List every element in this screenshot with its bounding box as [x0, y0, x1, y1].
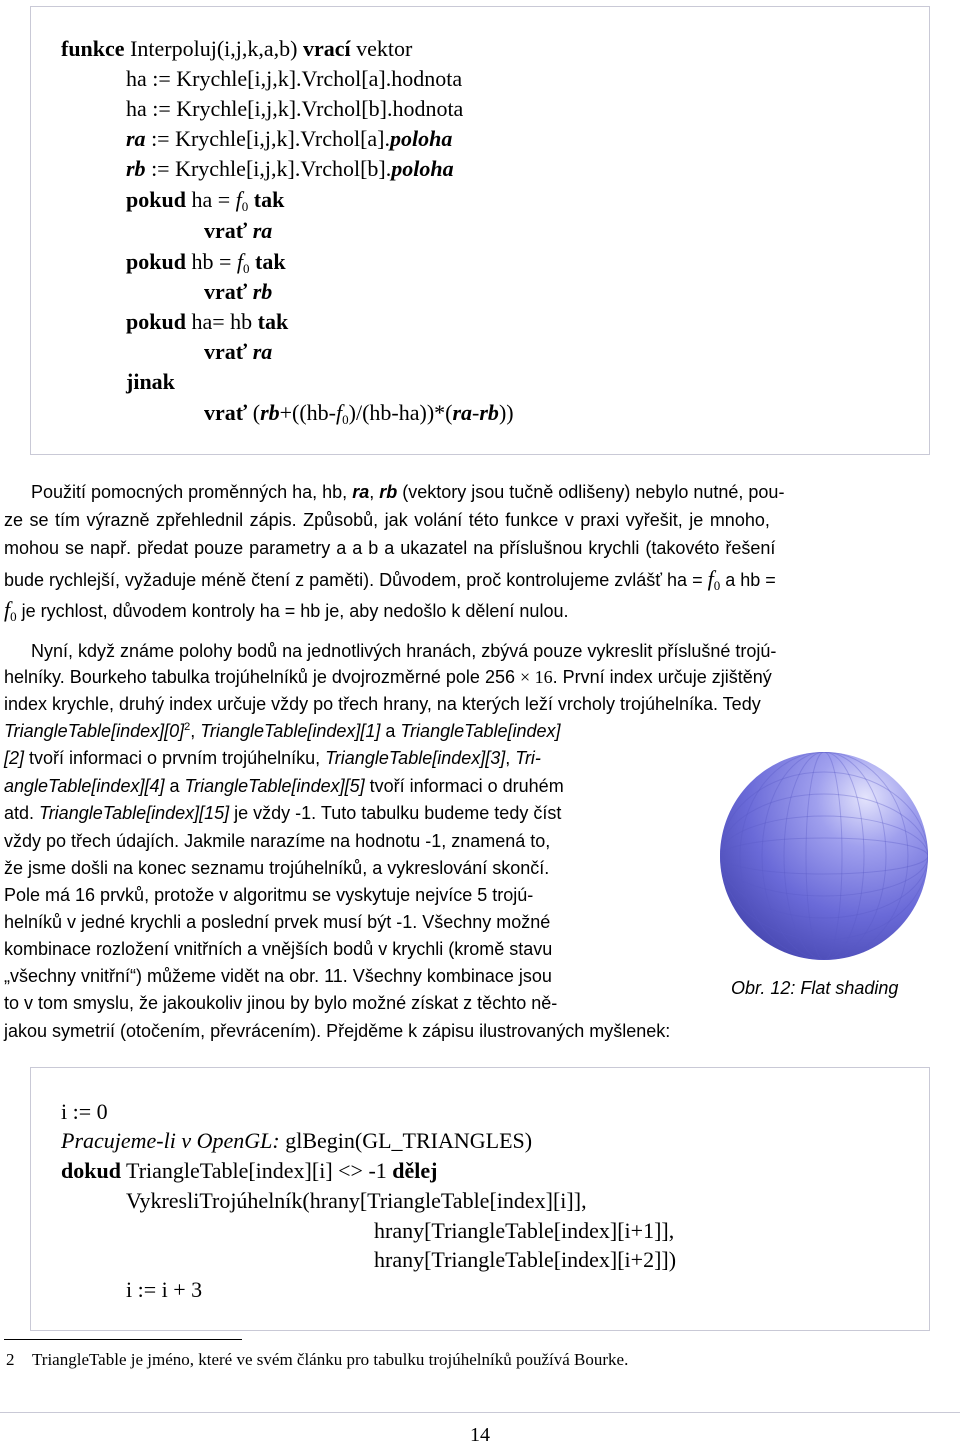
paragraph-line — [4, 748, 541, 769]
code-text: := Krychle[i,j,k].Vrchol[b]. — [145, 156, 392, 181]
math-f: f — [236, 249, 243, 274]
var-name: rb — [479, 400, 499, 425]
math-f: f — [336, 400, 343, 425]
footnote-ref: 2 — [184, 721, 191, 733]
math-f: f — [4, 597, 11, 622]
code-line — [61, 1128, 532, 1154]
field-name: poloha — [390, 126, 453, 151]
var-name: rb — [126, 156, 146, 181]
footnote-number: 2 — [6, 1350, 15, 1369]
paragraph-line: vždy po třech údajích. Jakmile narazíme na hodnotu -1, znamená to, — [4, 831, 551, 851]
keyword: tak — [255, 249, 286, 274]
keyword: funkce — [61, 36, 125, 61]
paragraph-line: ze se tím výrazně zpřehlednil zápis. Způsobů, jak volání této funkce v praxi vyřešit, je mnoho, — [4, 510, 770, 530]
keyword: dokud — [61, 1158, 121, 1183]
code-ref: Tri- — [515, 748, 541, 768]
paragraph-line — [31, 482, 784, 503]
math-subscript: 0 — [241, 199, 249, 214]
paragraph-line — [4, 803, 561, 824]
code-ref: [2] — [4, 748, 25, 768]
code-text: +((hb- — [279, 400, 337, 425]
math-subscript: 0 — [243, 261, 250, 276]
code-comment: Pracujeme-li v OpenGL: — [61, 1128, 280, 1153]
footnote-separator — [4, 1339, 242, 1340]
code-line — [204, 218, 272, 244]
keyword: pokud — [126, 309, 186, 334]
paragraph-line: „všechny vnitřní“) můžeme vidět na obr. 11. Všechny kombinace jsou — [4, 966, 552, 986]
code-text: vektor — [350, 36, 413, 61]
paragraph-line: kombinace rozložení vnitřních a vnějších bodů v krychli (kromě stavu — [4, 939, 553, 959]
code-line: i := 0 — [61, 1099, 108, 1124]
math-f: f — [235, 187, 242, 212]
code-line: ha := Krychle[i,j,k].Vrchol[a].hodnota — [126, 66, 463, 91]
keyword: dělej — [392, 1158, 438, 1183]
text: atd. — [4, 803, 40, 823]
code-line — [126, 249, 286, 277]
keyword: tak — [253, 187, 285, 212]
code-line: VykresliTrojúhelník(hrany[TriangleTable[index][i]], — [126, 1188, 587, 1213]
code-text: hb = — [185, 249, 237, 274]
footnote-text: TriangleTable je jméno, které ve svém článku pro tabulku trojúhelníků používá Bourke. — [32, 1350, 629, 1369]
keyword: pokud — [126, 187, 186, 212]
keyword: vrať — [204, 400, 248, 425]
code-line: hrany[TriangleTable[index][i+1]], — [374, 1218, 675, 1243]
math-subscript: 0 — [342, 412, 349, 427]
text: helníky. Bourkeho tabulka trojúhelníků je dvojrozměrné pole 256 — [4, 667, 520, 687]
paragraph-line: mohou se např. předat pouze parametry a a b a ukazatel na příslušnou krychli (takovéto řešení — [4, 538, 776, 558]
code-text: - — [472, 400, 480, 425]
var-name: rb — [379, 482, 398, 502]
paragraph-line: Nyní, když známe polohy bodů na jednotlivých hranách, zbývá pouze vykreslit příslušné trojú- — [31, 641, 777, 661]
code-line — [126, 156, 454, 182]
code-text: )) — [498, 400, 514, 425]
code-text: := Krychle[i,j,k].Vrchol[a]. — [145, 126, 391, 151]
code-line: hrany[TriangleTable[index][i+2]]) — [374, 1247, 677, 1272]
code-line: jinak — [126, 369, 175, 394]
code-ref: TriangleTable[index][1] — [200, 721, 381, 741]
keyword: tak — [257, 309, 289, 334]
text: a hb = — [720, 570, 776, 590]
paragraph-line — [4, 776, 564, 797]
paragraph-line: index krychle, druhý index určuje vždy po třech hrany, na kterých leží vrcholy trojúhelníka. Tedy — [4, 694, 761, 714]
flat-shaded-sphere-image — [718, 750, 930, 962]
var-name: ra — [252, 339, 273, 364]
code-text: ( — [247, 400, 261, 425]
text: Použití pomocných proměnných ha, hb, — [31, 482, 353, 502]
var-name: ra — [352, 482, 370, 502]
code-text: ha = — [185, 187, 236, 212]
field-name: poloha — [391, 156, 454, 181]
text: , — [369, 482, 380, 502]
code-line — [126, 309, 288, 335]
code-ref: TriangleTable[index] — [400, 721, 561, 741]
code-text: ha= hb — [185, 309, 258, 334]
code-ref: TriangleTable[index][3] — [325, 748, 506, 768]
code-line — [204, 400, 514, 428]
code-line — [126, 187, 284, 215]
var-name: ra — [252, 218, 273, 243]
code-ref: TriangleTable[index][0] — [4, 721, 185, 741]
paragraph-line: helníků v jedné krychli a poslední prvek musí být -1. Všechny možné — [4, 912, 551, 932]
text: (vektory jsou tučně odlišeny) nebylo nutné, pou- — [397, 482, 785, 502]
code-line — [61, 1158, 437, 1184]
code-line — [61, 36, 412, 62]
paragraph-line — [4, 597, 568, 625]
math-subscript: 0 — [10, 609, 17, 624]
var-name: ra — [126, 126, 146, 151]
paragraph-line — [4, 721, 561, 742]
paragraph-line — [4, 667, 772, 688]
keyword: vrať — [204, 339, 248, 364]
page-divider — [0, 1412, 960, 1413]
code-text: )/(hb-ha))*( — [348, 400, 453, 425]
keyword: pokud — [126, 249, 186, 274]
code-ref: TriangleTable[index][5] — [184, 776, 365, 796]
code-line: i := i + 3 — [126, 1277, 203, 1302]
keyword: vrať — [204, 279, 248, 304]
code-line — [204, 279, 272, 305]
paragraph-line: to v tom smyslu, že jakoukoliv jinou by bylo možné získat z těchto ně- — [4, 993, 558, 1013]
text: tvoří informaci o druhém — [364, 776, 564, 796]
paragraph-line — [4, 566, 776, 594]
text: , — [505, 748, 516, 768]
text: , — [190, 721, 201, 741]
code-ref: angleTable[index][4] — [4, 776, 165, 796]
text: . První index určuje zjištěný — [552, 667, 772, 687]
keyword: vrací — [302, 36, 351, 61]
var-name: rb — [260, 400, 280, 425]
code-line — [204, 339, 272, 365]
text: a — [380, 721, 401, 741]
paragraph-line: jakou symetrií (otočením, převrácením). Přejděme k zápisu ilustrovaných myšlenek: — [4, 1021, 671, 1041]
code-line — [126, 126, 452, 152]
text: tvoří informaci o prvním trojúhelníku, — [24, 748, 326, 768]
code-text: glBegin(GL_TRIANGLES) — [279, 1128, 533, 1153]
math-subscript: 0 — [713, 578, 721, 593]
text: 16 — [530, 667, 553, 687]
code-text: Interpoluj(i,j,k,a,b) — [124, 36, 303, 61]
keyword: vrať — [204, 218, 248, 243]
page-number: 14 — [470, 1424, 490, 1446]
text: a — [164, 776, 185, 796]
code-ref: TriangleTable[index][15] — [39, 803, 230, 823]
times-sign: × — [519, 667, 531, 687]
math-f: f — [707, 566, 714, 591]
code-text: TriangleTable[index][i] <> -1 — [120, 1158, 393, 1183]
code-line: ha := Krychle[i,j,k].Vrchol[b].hodnota — [126, 96, 464, 121]
paragraph-line: že jsme došli na konec seznamu trojúhelníků, a vykreslování skončí. — [4, 858, 550, 878]
text: bude rychlejší, vyžaduje méně čtení z paměti). Důvodem, proč kontrolujeme zvlášť ha = — [4, 570, 708, 590]
figure-caption: Obr. 12: Flat shading — [731, 978, 899, 998]
var-name: ra — [452, 400, 473, 425]
var-name: rb — [252, 279, 273, 304]
text: je rychlost, důvodem kontroly ha = hb je, aby nedošlo k dělení nulou. — [16, 601, 569, 621]
paragraph-line: Pole má 16 prvků, protože v algoritmu se vyskytuje nejvíce 5 trojú- — [4, 885, 534, 905]
text: je vždy -1. Tuto tabulku budeme tedy číst — [229, 803, 562, 823]
